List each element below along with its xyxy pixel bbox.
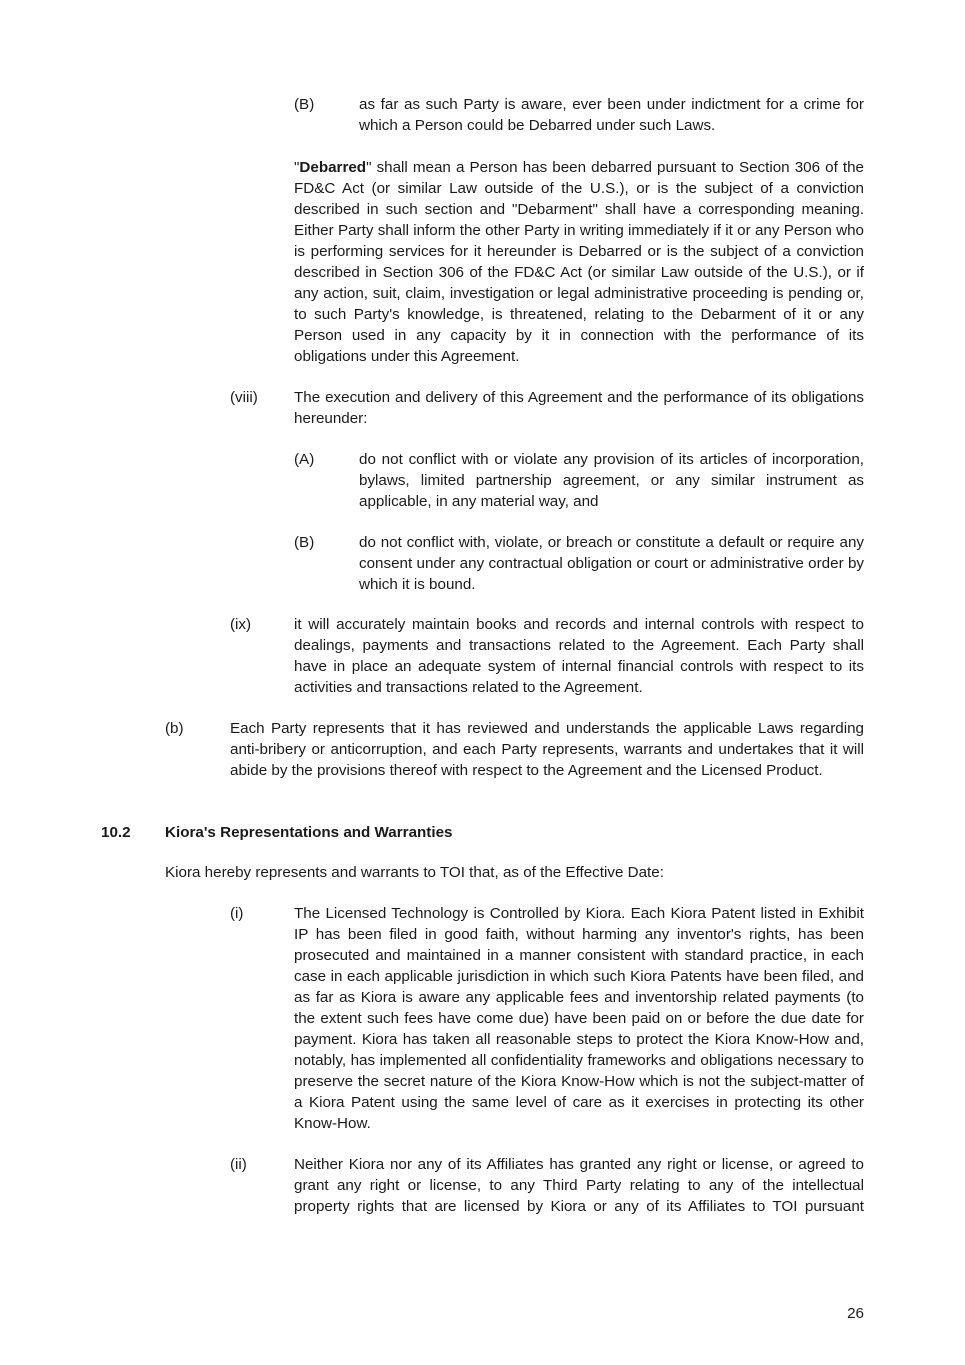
definition-paragraph: "Debarred" shall mean a Person has been debarred pursuant to Section 306 of the FD&C Act (or similar Law outside of the U.S.), or is the subject of a conviction described in such section and "Debarment" shall have a corresponding meaning. Either Party shall inform the other Party in writing immediately if it or any Person who is performing services for it hereunder is Debarred or is the subject of a conviction described in Section 306 of the FD&C Act (or similar Law outside of the U.S.), or if any action, suit, claim, investigation or legal administrative proceeding is pending or, to such Party's knowledge, is threatened, relating to the Debarment of it or any Person used in any capacity by it in connection with the performance of its obligations under this Agreement.	[294, 159, 864, 365]
clause-label: (A)	[294, 451, 315, 468]
clause-label: (i)	[230, 905, 244, 922]
intro-paragraph: Kiora hereby represents and warrants to TOI that, as of the Effective Date:	[165, 864, 664, 881]
clause-text: do not conflict with or violate any provision of its articles of incorporation, bylaws, limited partnership agreement, or any similar instrument as applicable, in any material way, and	[359, 451, 864, 510]
clause-label: (viii)	[230, 389, 258, 406]
clause-text: Each Party represents that it has reviewed and understands the applicable Laws regarding anti-bribery or anticorruption, and each Party represents, warrants and undertakes that it will abide by the provisions thereof with respect to the Agreement and the Licensed Product.	[230, 720, 864, 779]
clause-label: (ix)	[230, 616, 252, 633]
defined-term: Debarred	[299, 159, 367, 176]
clause-text: as far as such Party is aware, ever been under indictment for a crime for which a Person could be Debarred under such Laws.	[359, 96, 864, 134]
clause-label: (ii)	[230, 1156, 247, 1173]
clause-label: (B)	[294, 96, 315, 113]
clause-label: (b)	[165, 720, 184, 737]
page-number: 26	[847, 1305, 864, 1322]
section-number: 10.2	[101, 824, 131, 841]
clause-text: The execution and delivery of this Agreement and the performance of its obligations hereunder:	[294, 389, 864, 427]
section-title: Kiora's Representations and Warranties	[165, 824, 453, 841]
clause-text: do not conflict with, violate, or breach or constitute a default or require any consent under any contractual obligation or court or administrative order by which it is bound.	[359, 534, 864, 593]
clause-label: (B)	[294, 534, 315, 551]
clause-text: it will accurately maintain books and records and internal controls with respect to dealings, payments and transactions related to the Agreement. Each Party shall have in place an adequate system of internal financial controls with respect to its activities and transactions related to the Agreement.	[294, 616, 864, 696]
clause-text: Neither Kiora nor any of its Affiliates has granted any right or license, or agreed to grant any right or license, to any Third Party relating to any of the intellectual property rights that are licensed by Kiora or any of its Affiliates to TOI pursuant	[294, 1156, 864, 1215]
clause-text: The Licensed Technology is Controlled by Kiora. Each Kiora Patent listed in Exhibit IP has been filed in good faith, without harming any inventor's rights, has been prosecuted and maintained in a manner consistent with standard practice, in each case in each applicable jurisdiction in which such Kiora Patents have been filed, and as far as Kiora is aware any applicable fees and inventorship related payments (to the extent such fees have come due) have been paid on or before the due date for payment. Kiora has taken all reasonable steps to protect the Kiora Know-How and, notably, has implemented all confidentiality frameworks and obligations necessary to preserve the secret nature of the Kiora Know-How which is not the subject-matter of a Kiora Patent using the same level of care as it exercises in protecting its other Know-How.	[294, 905, 864, 1132]
